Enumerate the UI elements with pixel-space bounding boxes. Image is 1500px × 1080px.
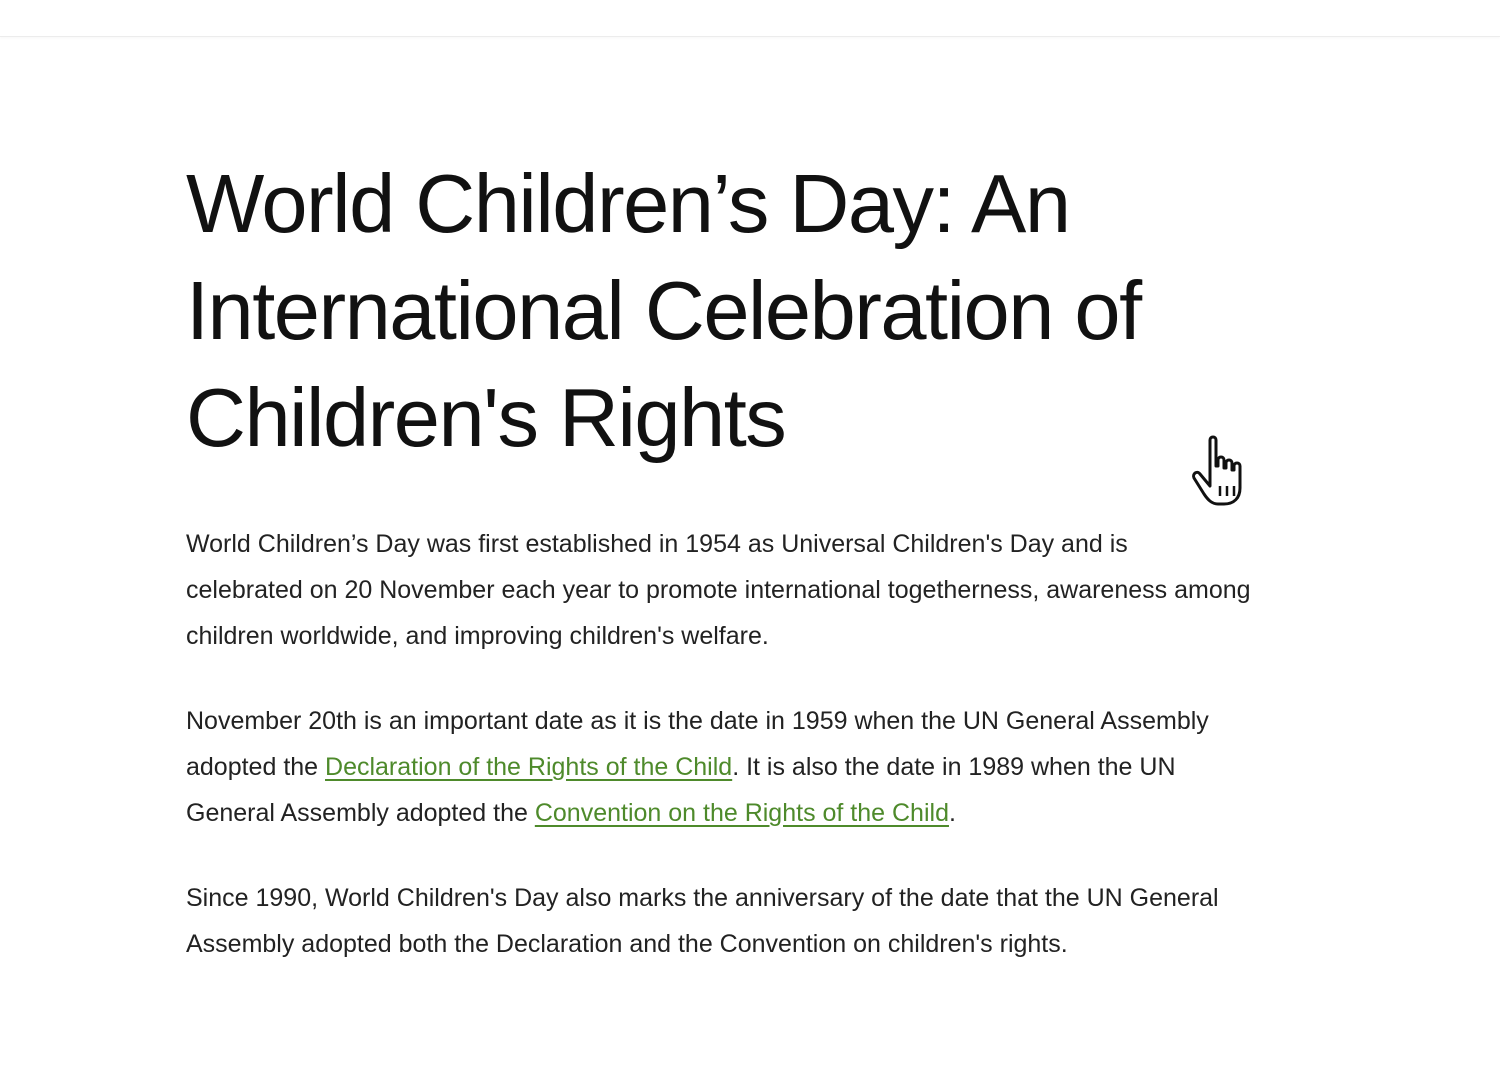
article-paragraph-2 — [186, 698, 1251, 836]
hand-pointer-icon — [1188, 432, 1268, 512]
article-paragraph-1: World Children’s Day was first established in 1954 as Universal Children's Day and is celebrated on 20 November each year to promote international togetherness, awareness among children worldwide, and improving children's welfare. — [186, 530, 1251, 650]
declaration-rights-child-link[interactable]: Declaration of the Rights of the Child — [325, 753, 733, 781]
paragraph-2-text-middle: . It is also the date in 1989 when the UN General Assembly adopted the — [186, 753, 1176, 827]
convention-rights-child-link[interactable]: Convention on the Rights of the Child — [534, 799, 949, 827]
paragraph-2-text-after: . — [948, 799, 956, 827]
paragraph-2-text-before: November 20th is an important date as it is the date in 1959 when the UN General Assembly adopted the — [186, 707, 1209, 781]
article-title: World Children’s Day: An International Celebration of Children's Rights — [186, 157, 1141, 464]
article — [186, 150, 1251, 967]
article-paragraph-3: Since 1990, World Children's Day also marks the anniversary of the date that the UN General Assembly adopted both the Declaration and the Convention on children's rights. — [186, 884, 1219, 958]
top-bar — [0, 0, 1500, 37]
